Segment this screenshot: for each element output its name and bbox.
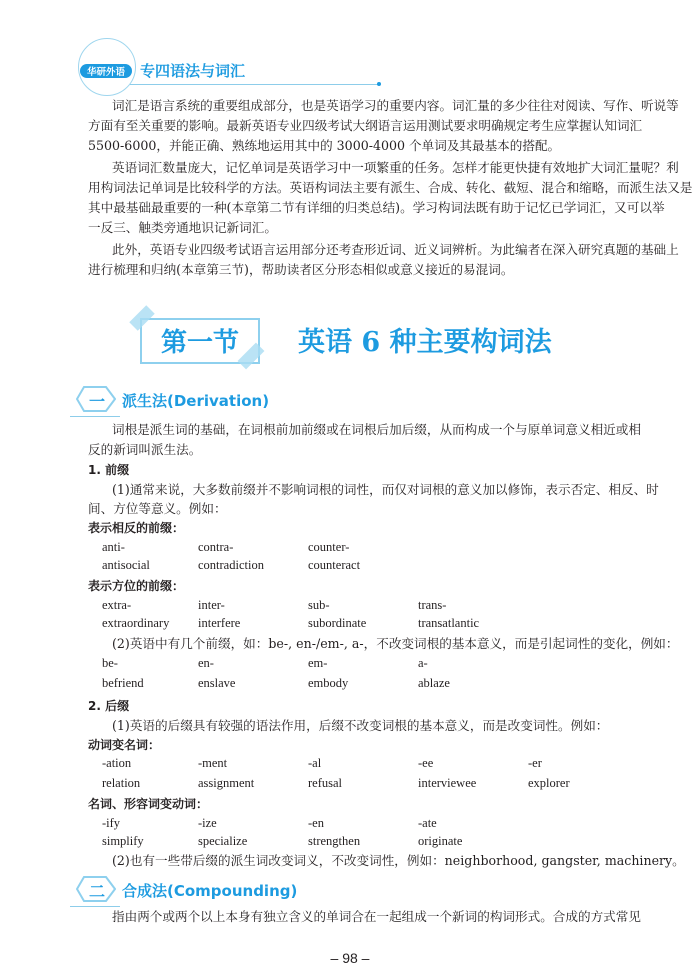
header-divider [130, 84, 378, 85]
word-row [102, 558, 638, 573]
word: -ify [102, 816, 121, 830]
word-row [102, 676, 638, 691]
word: specialize [198, 834, 248, 848]
word-row [102, 540, 638, 555]
section-title: 英语 6 种主要构词法 [298, 327, 552, 358]
word: extra- [102, 598, 132, 612]
suffix-p1: (1)英语的后缀具有较强的语法作用，后缀不改变词根的基本意义，而是改变词性。例如： [112, 718, 609, 733]
word: interviewee [418, 776, 477, 790]
book-title: 专四语法与词汇 [140, 62, 246, 80]
word-row [102, 656, 638, 671]
word-row [102, 776, 638, 791]
word: extraordinary [102, 616, 170, 630]
prefix-p1-line: (1)通常来说，大多数前缀并不影响词根的词性，而仅对词根的意义加以修饰，表示否定、相反、时 [112, 482, 659, 497]
word: -en [308, 816, 324, 830]
word: inter- [198, 598, 225, 612]
word: counter- [308, 540, 350, 554]
word: em- [308, 656, 328, 670]
derivation-intro-line: 词根是派生词的基础，在词根前加前缀或在词根后加后缀，从而构成一个与原单词意义相近或相 [112, 422, 641, 437]
word: befriend [102, 676, 144, 690]
intro-p3-line: 此外，英语专业四级考试语言运用部分还考查形近词、近义词辨析。为此编者在深入研究真题的基础上 [112, 242, 679, 257]
compounding-intro: 指由两个或两个以上本身有独立含义的单词合在一起组成一个新词的构词形式。合成的方式常见 [112, 909, 641, 924]
subsection-number: 二 [88, 882, 105, 901]
v2n-label: 动词变名词： [88, 738, 161, 752]
prefix-heading: 1. 前缀 [88, 463, 130, 477]
word-row [102, 834, 638, 849]
derivation-intro-line: 反的新词叫派生法。 [88, 442, 202, 457]
direction-prefix-label: 表示方位的前缀： [88, 579, 185, 593]
word: trans- [418, 598, 447, 612]
prefix-p1-line: 间、方位等意义。例如： [88, 501, 227, 516]
suffix-p2: (2)也有一些带后缀的派生词改变词义，不改变词性，例如：neighborhood, gangster, machinery。 [112, 853, 685, 868]
header-dot [377, 82, 381, 86]
word: sub- [308, 598, 330, 612]
word: strengthen [308, 834, 361, 848]
subsection-title: 合成法(Compounding) [122, 882, 298, 900]
word: -al [308, 756, 322, 770]
word: refusal [308, 776, 343, 790]
word: contradiction [198, 558, 264, 572]
word: counteract [308, 558, 361, 572]
subsection-number: 一 [88, 392, 105, 411]
opposite-prefix-label: 表示相反的前缀： [88, 521, 185, 535]
word: transatlantic [418, 616, 480, 630]
intro-p1-line: 5500-6000，并能正确、熟练地运用其中的 3000-4000 个单词及其最基本的搭配。 [88, 138, 561, 153]
heading-underline [70, 416, 120, 417]
word: -ate [418, 816, 437, 830]
word: interfere [198, 616, 241, 630]
word: -ee [418, 756, 434, 770]
word: en- [198, 656, 214, 670]
word: explorer [528, 776, 570, 790]
intro-p2-line: 其中最基础最重要的一种(本章第二节有详细的归类总结)。学习构词法既有助于记忆已学词汇，又可以举 [88, 200, 665, 215]
word: be- [102, 656, 118, 670]
subsection-title: 派生法(Derivation) [122, 392, 270, 410]
word: relation [102, 776, 141, 790]
section-number: 第一节 [160, 328, 239, 358]
intro-p2-line: 一反三、触类旁通地识记新词汇。 [88, 220, 277, 235]
n2v-label: 名词、形容词变动词： [88, 797, 209, 811]
word: simplify [102, 834, 144, 848]
intro-p3-line: 进行梳理和归纳(本章第三节)，帮助读者区分形态相似或意义接近的易混词。 [88, 262, 514, 277]
suffix-heading: 2. 后缀 [88, 699, 130, 713]
word-row [102, 756, 638, 771]
word: enslave [198, 676, 236, 690]
word: a- [418, 656, 428, 670]
word: -er [528, 756, 542, 770]
word: embody [308, 676, 349, 690]
publisher-logo-text: 华研外语 [80, 64, 132, 78]
word-row [102, 616, 638, 631]
word: -ation [102, 756, 132, 770]
word: -ment [198, 756, 228, 770]
word: antisocial [102, 558, 150, 572]
prefix-p2: (2)英语中有几个前缀，如：be-, en-/em-, a-，不改变词根的基本意义，而是引起词性的变化，例如： [112, 636, 679, 651]
word-row [102, 816, 638, 831]
intro-p1-line: 词汇是语言系统的重要组成部分，也是英语学习的重要内容。词汇量的多少往往对阅读、写作、听说等 [112, 98, 679, 113]
word: contra- [198, 540, 234, 554]
intro-p2-line: 英语词汇数量庞大，记忆单词是英语学习中一项繁重的任务。怎样才能更快捷有效地扩大词汇量呢？利 [112, 160, 679, 175]
word-row [102, 598, 638, 613]
intro-p2-line: 用构词法记单词是比较科学的方法。英语构词法主要有派生、合成、转化、截短、混合和缩略，而派生法又是 [88, 180, 693, 195]
word: ablaze [418, 676, 450, 690]
page-number: – 98 – [330, 950, 370, 966]
word: -ize [198, 816, 217, 830]
word: originate [418, 834, 463, 848]
word: subordinate [308, 616, 367, 630]
word: anti- [102, 540, 125, 554]
word: assignment [198, 776, 255, 790]
heading-underline [70, 906, 120, 907]
intro-p1-line: 方面有至关重要的影响。最新英语专业四级考试大纲语言运用测试要求明确规定考生应掌握认知词汇 [88, 118, 643, 133]
